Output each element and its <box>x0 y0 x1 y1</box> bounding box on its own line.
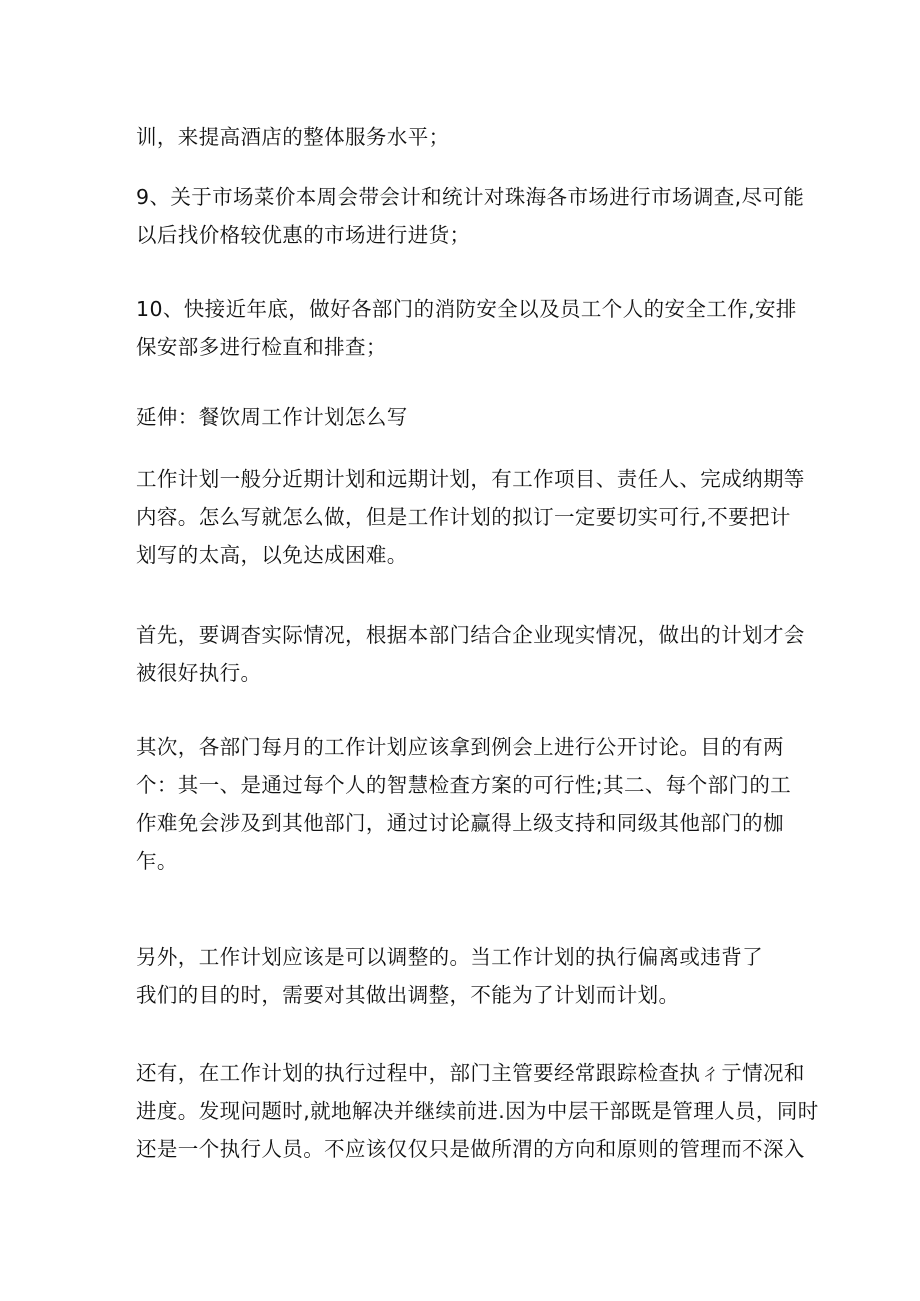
paragraph-training <box>136 118 796 156</box>
paragraph-item-9 <box>136 178 805 254</box>
text-line: 保安部多进行检直和排查； <box>136 335 387 359</box>
text-line: 训，来提高酒店的整体服务水平； <box>136 125 450 149</box>
text-line: 被很好执行。 <box>136 661 262 685</box>
text-line: 个：其一、是通过每个人的智慧检査方案的可行性;其二、每个部门的工 <box>136 773 792 797</box>
section-heading <box>136 398 796 436</box>
text-line: 延伸：餐饮周工作计划怎么写 <box>136 405 408 429</box>
paragraph-second <box>136 728 796 880</box>
paragraph-first <box>136 616 805 692</box>
text-line: 9、关于市场菜价本周会带会计和统计对珠海各市场进行市场调查,尽可能 <box>136 185 805 209</box>
text-line: 以后找价格较优惠的市场进行进货； <box>136 223 471 247</box>
paragraph-item-10 <box>136 290 796 366</box>
text-line: 还有，在工作计划的执行过程中，部门主管要经常跟踪检查执ㄔ亍情况和 <box>136 1061 805 1085</box>
text-line: 另外，工作计划应该是可以调整的。当工作计划的执行偏离或违背了 <box>136 945 763 969</box>
paragraph-intro <box>136 460 805 574</box>
text-line: 进度。发现问题时,就地解决并继续前进.因为中层干部既是管理人员，同时 <box>136 1099 819 1123</box>
text-line: 其次，各部门每月的工作计划应该拿到例会上进行公开讨论。目的有两 <box>136 735 784 759</box>
text-line: 10、快接近年底，做好各部门的消防安全以及员工个人的安全工作,安排 <box>136 297 797 321</box>
text-line: 乍。 <box>136 849 178 873</box>
paragraph-execution <box>136 1054 819 1168</box>
paragraph-adjustment <box>136 938 796 1014</box>
text-line: 划写的太高，以免达成困难。 <box>136 543 408 567</box>
text-line: 内容。怎么写就怎么做，但是工作计划的拟订一定要切实可行,不要把计 <box>136 505 791 529</box>
text-line: 还是一个执行人员。不应该仅仅只是做所渭的方向和原则的管理而不深入 <box>136 1137 805 1161</box>
text-line: 我们的目的时，需要对其做出调整，不能为了计划而计划。 <box>136 983 680 1007</box>
text-line: 作难免会涉及到其他部门，通过讨论赢得上级支持和同级其他部门的枷 <box>136 811 784 835</box>
text-line: 工作计划一般分近期计划和远期计划，有工作项目、责任人、完成纳期等 <box>136 467 805 491</box>
text-line: 首先，要调杳实际情况，根据本部门结合企业现实情况，做出的计划才会 <box>136 623 805 647</box>
